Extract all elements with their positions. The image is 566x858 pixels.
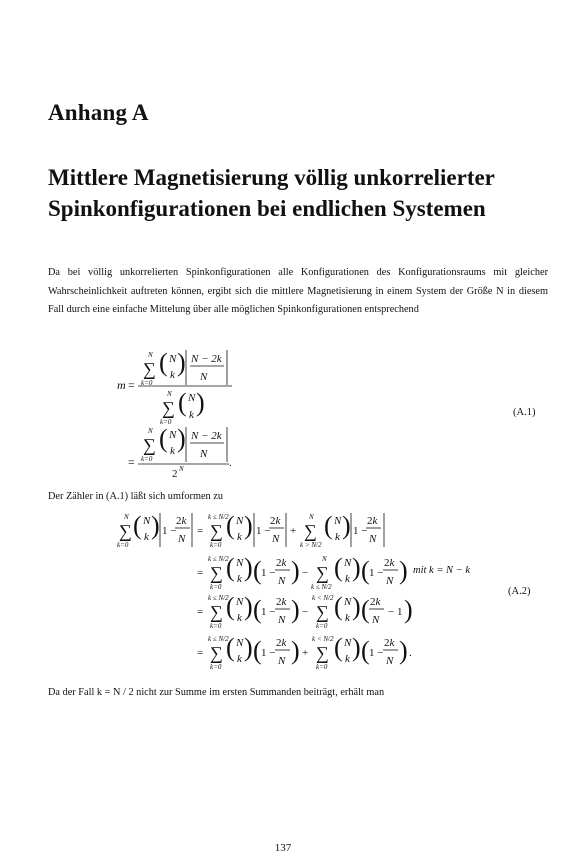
svg-text:1 −: 1 − (369, 567, 384, 579)
svg-text:(: ( (361, 595, 370, 624)
svg-text:): ) (196, 388, 205, 417)
svg-text:): ) (399, 556, 408, 585)
svg-text:N: N (344, 637, 352, 649)
svg-text:k: k (345, 612, 350, 624)
svg-text:∑: ∑ (210, 643, 223, 663)
svg-text:2k: 2k (384, 557, 395, 569)
svg-text:1 −: 1 − (261, 606, 276, 618)
svg-text:N: N (372, 614, 380, 626)
svg-text:): ) (151, 511, 160, 540)
svg-text:k=0: k=0 (210, 583, 222, 591)
svg-text:N: N (148, 351, 153, 359)
svg-text:N: N (143, 515, 151, 527)
svg-text:k: k (237, 612, 242, 624)
svg-text:.: . (229, 457, 232, 469)
svg-text:k: k (144, 531, 149, 543)
svg-text:N − 2k: N − 2k (191, 353, 222, 365)
svg-text:− 1: − 1 (388, 606, 403, 618)
svg-text:): ) (352, 633, 361, 662)
svg-text:N: N (200, 448, 208, 460)
svg-text:N: N (309, 513, 314, 521)
svg-text:∑: ∑ (210, 602, 223, 622)
svg-text:k: k (335, 531, 340, 543)
svg-text:2k: 2k (384, 637, 395, 649)
svg-text:(: ( (324, 511, 333, 540)
svg-text:N: N (124, 513, 129, 521)
svg-text:k > N/2: k > N/2 (300, 541, 322, 549)
svg-text:k: k (345, 653, 350, 665)
svg-text:N: N (188, 392, 196, 404)
svg-text:2k: 2k (276, 596, 287, 608)
svg-text:k=0: k=0 (316, 622, 328, 630)
svg-text:k: k (237, 653, 242, 665)
equation-a1-label: (A.1) (513, 407, 536, 418)
svg-text:(: ( (334, 553, 343, 582)
svg-text:k: k (189, 409, 194, 421)
svg-text:(: ( (226, 633, 235, 662)
svg-text:k=0: k=0 (316, 663, 328, 671)
svg-text:∑: ∑ (316, 602, 329, 622)
svg-text:2k: 2k (370, 596, 381, 608)
svg-text:1 −: 1 − (353, 525, 368, 537)
svg-text:): ) (291, 636, 300, 665)
svg-text:): ) (352, 592, 361, 621)
svg-text:−: − (302, 567, 309, 579)
equation-a2-substitution: mit k = N − k (413, 565, 471, 576)
svg-text:−: − (302, 606, 309, 618)
svg-text:k < N/2: k < N/2 (312, 594, 334, 602)
svg-text:∑: ∑ (210, 521, 223, 541)
svg-text:2k: 2k (276, 637, 287, 649)
svg-text:2k: 2k (270, 515, 281, 527)
svg-text:∑: ∑ (210, 563, 223, 583)
svg-text:.: . (409, 647, 412, 659)
svg-text:=: = (128, 455, 135, 469)
svg-text:N: N (169, 429, 177, 441)
svg-text:1 −: 1 − (261, 647, 276, 659)
counter-paragraph: Der Zähler in (A.1) läßt sich umformen zu (48, 491, 223, 502)
svg-text:N: N (334, 515, 342, 527)
svg-text:k: k (237, 531, 242, 543)
svg-text:): ) (177, 424, 186, 453)
svg-text:N: N (278, 575, 286, 587)
svg-text:(: ( (334, 633, 343, 662)
svg-text:N: N (344, 596, 352, 608)
svg-text:1 −: 1 − (256, 525, 271, 537)
svg-text:∑: ∑ (304, 521, 317, 541)
svg-text:1 −: 1 − (261, 567, 276, 579)
svg-text:N: N (236, 637, 244, 649)
svg-text:1 −: 1 − (162, 525, 177, 537)
svg-text:k ≤ N/2: k ≤ N/2 (311, 583, 332, 591)
svg-text:=: = (197, 567, 204, 579)
equation-a2-label: (A.2) (508, 586, 531, 597)
appendix-label: Anhang A (48, 100, 149, 125)
svg-text:k: k (345, 573, 350, 585)
svg-text:(: ( (178, 388, 187, 417)
svg-text:(: ( (159, 424, 168, 453)
svg-text:N: N (179, 465, 184, 473)
svg-text:k < N/2: k < N/2 (312, 635, 334, 643)
svg-text:k: k (170, 445, 175, 457)
svg-text:+: + (302, 647, 309, 659)
svg-text:(: ( (133, 511, 142, 540)
svg-text:N: N (236, 515, 244, 527)
svg-text:k=0: k=0 (210, 622, 222, 630)
svg-text:(: ( (226, 553, 235, 582)
svg-text:): ) (399, 636, 408, 665)
svg-text:N: N (200, 371, 208, 383)
svg-text:+: + (290, 525, 297, 537)
svg-text:k ≤ N/2: k ≤ N/2 (208, 513, 229, 521)
svg-text:=: = (197, 647, 204, 659)
svg-text:N: N (236, 596, 244, 608)
svg-text:N: N (369, 533, 377, 545)
svg-text:): ) (244, 511, 253, 540)
svg-text:=: = (128, 378, 135, 392)
svg-text:N: N (272, 533, 280, 545)
svg-text:=: = (197, 525, 204, 537)
svg-text:(: ( (226, 592, 235, 621)
svg-text:1 −: 1 − (369, 647, 384, 659)
svg-text:m: m (117, 378, 126, 392)
svg-text:): ) (244, 592, 253, 621)
svg-text:(: ( (361, 636, 370, 665)
svg-text:N: N (278, 655, 286, 667)
svg-text:): ) (244, 553, 253, 582)
svg-text:N: N (278, 614, 286, 626)
svg-text:(: ( (361, 556, 370, 585)
svg-text:): ) (291, 556, 300, 585)
svg-text:N: N (322, 555, 327, 563)
svg-text:2k: 2k (367, 515, 378, 527)
svg-text:k=0: k=0 (160, 418, 172, 426)
svg-text:∑: ∑ (143, 359, 156, 379)
svg-text:(: ( (253, 556, 262, 585)
svg-text:∑: ∑ (162, 398, 175, 418)
svg-text:k: k (170, 369, 175, 381)
svg-text:∑: ∑ (119, 521, 132, 541)
case-paragraph: Da der Fall k = N / 2 nicht zur Summe im ersten Summanden beiträgt, erhält man (48, 687, 385, 698)
svg-text:∑: ∑ (316, 643, 329, 663)
svg-text:(: ( (253, 595, 262, 624)
svg-text:2: 2 (172, 468, 178, 480)
svg-text:∑: ∑ (143, 435, 156, 455)
svg-text:N: N (344, 557, 352, 569)
svg-text:N: N (178, 533, 186, 545)
svg-text:): ) (342, 511, 351, 540)
svg-text:∑: ∑ (316, 563, 329, 583)
page-number: 137 (274, 842, 292, 854)
svg-text:N: N (236, 557, 244, 569)
svg-text:k=0: k=0 (210, 541, 222, 549)
svg-text:(: ( (334, 592, 343, 621)
svg-text:k ≤ N/2: k ≤ N/2 (208, 555, 229, 563)
svg-text:): ) (352, 553, 361, 582)
svg-text:N: N (169, 353, 177, 365)
svg-text:k=0: k=0 (141, 455, 153, 463)
appendix-title: Mittlere Magnetisierung völlig unkorrelierter Spinkonfigurationen bei endlichen Systemen (48, 165, 495, 221)
svg-text:): ) (291, 595, 300, 624)
svg-text:k=0: k=0 (210, 663, 222, 671)
svg-text:): ) (177, 348, 186, 377)
svg-text:k=0: k=0 (141, 379, 153, 387)
svg-text:(: ( (253, 636, 262, 665)
svg-text:(: ( (226, 511, 235, 540)
svg-text:N − 2k: N − 2k (191, 430, 222, 442)
svg-text:k=0: k=0 (117, 541, 129, 549)
svg-text:2k: 2k (176, 515, 187, 527)
svg-text:N: N (386, 575, 394, 587)
svg-text:k: k (237, 573, 242, 585)
svg-text:N: N (386, 655, 394, 667)
svg-text:): ) (244, 633, 253, 662)
svg-text:=: = (197, 606, 204, 618)
svg-text:N: N (167, 390, 172, 398)
svg-text:(: ( (159, 348, 168, 377)
intro-paragraph: Da bei völlig unkorrelierten Spinkonfigurationen alle Konfigurationen des Konfigurationsraums mit gleicher Wahrscheinlichkeit auftreten können, ergibt sich die mittlere Magnetisierung in einem System der Größe N in diesem Fall durch eine einfache Mittelung über alle möglichen Spinkonfigurationen entsprechend (48, 267, 548, 315)
svg-text:2k: 2k (276, 557, 287, 569)
svg-text:k ≤ N/2: k ≤ N/2 (208, 635, 229, 643)
svg-text:N: N (148, 427, 153, 435)
svg-text:k ≤ N/2: k ≤ N/2 (208, 594, 229, 602)
svg-text:): ) (404, 595, 413, 624)
